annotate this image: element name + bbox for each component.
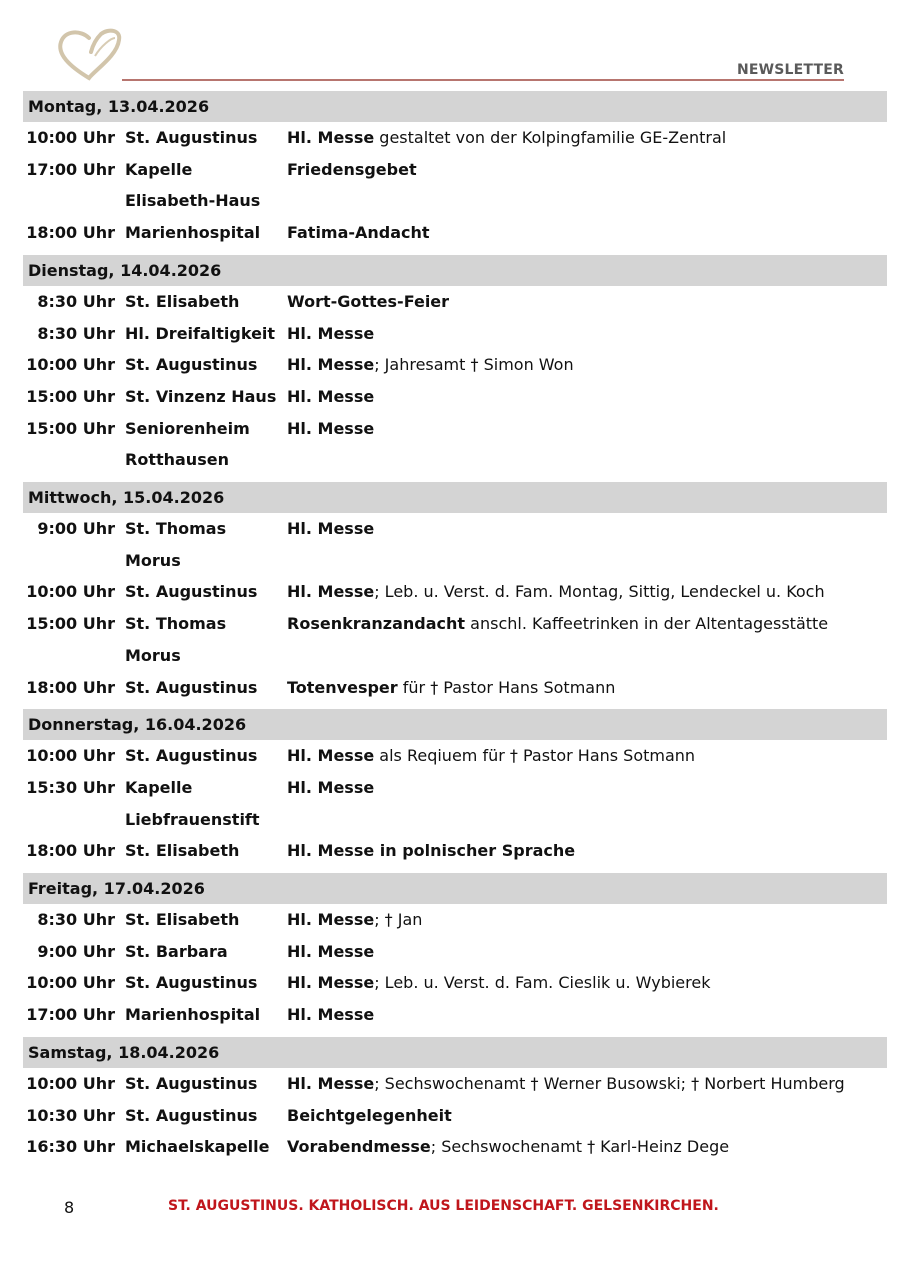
event-row (23, 318, 887, 350)
event-note: ; Sechswochenamt † Karl-Heinz Dege (430, 1137, 730, 1157)
event-time: 10:00 Uhr (26, 746, 115, 766)
event-description (277, 286, 887, 318)
event-title: Hl. Messe (287, 1073, 375, 1093)
event-row (23, 904, 887, 936)
event-description (277, 1068, 887, 1100)
event-time: 10:00 Uhr (26, 128, 115, 147)
event-note: anschl. Kaffeetrinken in der Altentagesstätte (465, 614, 829, 634)
event-note: ; Leb. u. Verst. d. Fam. Cieslik u. Wybierek (374, 973, 711, 993)
event-row (23, 936, 887, 968)
event-row (23, 772, 887, 835)
event-description (277, 576, 887, 608)
event-description (277, 318, 887, 350)
event-description (277, 967, 887, 999)
event-location: St. Vinzenz Haus (125, 386, 277, 406)
event-title: Hl. Messe (287, 1005, 375, 1025)
event-title: Beichtgelegenheit (287, 1105, 452, 1125)
event-title: Hl. Messe (287, 746, 375, 766)
event-description (277, 936, 887, 968)
event-row (23, 672, 887, 704)
event-location: St. Elisabeth (125, 841, 240, 861)
day-section (23, 255, 887, 476)
event-row (23, 349, 887, 381)
event-description (277, 1100, 887, 1132)
event-row (23, 513, 887, 576)
event-time: 10:00 Uhr (26, 1073, 115, 1093)
event-description (277, 608, 887, 671)
event-title: Friedensgebet (287, 159, 417, 179)
event-location: St. Augustinus (125, 677, 258, 697)
event-description (277, 999, 887, 1031)
event-row (23, 413, 887, 476)
event-note: ; Sechswochenamt † Werner Busowski; † Norbert Humberg (374, 1073, 845, 1093)
day-header: Mittwoch, 15.04.2026 (23, 482, 887, 513)
event-location: Marienhospital (125, 223, 261, 243)
schedule (23, 91, 887, 1169)
day-header: Dienstag, 14.04.2026 (23, 255, 887, 286)
event-time: 8:30 Uhr (37, 291, 115, 311)
event-time: 8:30 Uhr (37, 323, 115, 343)
day-header: Freitag, 17.04.2026 (23, 873, 887, 904)
newsletter-title: NEWSLETTER (736, 62, 844, 78)
day-header: Donnerstag, 16.04.2026 (23, 709, 887, 740)
event-row (23, 967, 887, 999)
event-row (23, 835, 887, 867)
event-location: St. Thomas Morus (125, 519, 227, 570)
event-description (277, 835, 887, 867)
event-time: 17:00 Uhr (26, 159, 115, 179)
event-location: St. Barbara (125, 941, 228, 961)
day-section (23, 709, 887, 867)
event-title: Hl. Messe (287, 418, 375, 438)
event-title: Hl. Messe (287, 973, 375, 993)
event-time: 15:00 Uhr (26, 386, 115, 406)
event-location: Seniorenheim Rotthausen (125, 418, 250, 470)
event-description (277, 381, 887, 413)
page-number: 8 (64, 1198, 75, 1217)
event-title: Hl. Messe (287, 355, 375, 375)
event-location: St. Augustinus (125, 746, 258, 766)
event-time: 9:00 Uhr (37, 941, 115, 961)
event-description (277, 1131, 887, 1163)
event-description (277, 672, 887, 704)
day-section (23, 482, 887, 703)
event-time: 8:30 Uhr (37, 910, 115, 930)
event-location: Michaelskapelle (125, 1137, 270, 1157)
event-row (23, 217, 887, 249)
event-title: Vorabendmesse (287, 1137, 431, 1157)
event-title: Hl. Messe (287, 777, 375, 797)
header-divider (122, 79, 844, 81)
event-location: St. Augustinus (125, 128, 258, 147)
event-title: Hl. Messe (287, 519, 375, 539)
event-description (277, 349, 887, 381)
event-title: Rosenkranzandacht (287, 614, 466, 634)
event-row (23, 740, 887, 772)
event-location: St. Augustinus (125, 582, 258, 602)
day-section (23, 1037, 887, 1163)
day-header: Samstag, 18.04.2026 (23, 1037, 887, 1068)
event-time: 10:30 Uhr (26, 1105, 115, 1125)
event-location: St. Elisabeth (125, 291, 240, 311)
day-section (23, 91, 887, 249)
event-time: 15:00 Uhr (26, 614, 115, 634)
event-time: 9:00 Uhr (37, 519, 115, 539)
event-description (277, 413, 887, 476)
event-title: Hl. Messe (287, 323, 375, 343)
event-row (23, 122, 887, 154)
event-note: als Reqiuem für † Pastor Hans Sotmann (374, 746, 696, 766)
event-location: St. Elisabeth (125, 910, 240, 930)
event-time: 18:00 Uhr (26, 223, 115, 243)
event-title: Hl. Messe (287, 128, 375, 147)
event-time: 10:00 Uhr (26, 582, 115, 602)
event-time: 18:00 Uhr (26, 841, 115, 861)
event-time: 17:00 Uhr (26, 1005, 115, 1025)
event-note: gestaltet von der Kolpingfamilie GE-Zentral (374, 128, 727, 147)
footer-slogan: ST. AUGUSTINUS. KATHOLISCH. AUS LEIDENSCHAFT. GELSENKIRCHEN. (168, 1198, 719, 1214)
event-description (277, 904, 887, 936)
event-title: Hl. Messe (287, 582, 375, 602)
event-time: 10:00 Uhr (26, 355, 115, 375)
event-row (23, 576, 887, 608)
event-location: Marienhospital (125, 1005, 261, 1025)
event-row (23, 154, 887, 217)
event-note: für † Pastor Hans Sotmann (397, 677, 616, 697)
event-title: Totenvesper (287, 677, 398, 697)
event-time: 16:30 Uhr (26, 1137, 115, 1157)
event-title: Hl. Messe (287, 910, 375, 930)
event-note: ; Leb. u. Verst. d. Fam. Montag, Sittig, Lendeckel u. Koch (374, 582, 825, 602)
heart-logo-icon (55, 26, 127, 84)
event-location: Hl. Dreifaltigkeit (125, 323, 276, 343)
day-header: Montag, 13.04.2026 (23, 91, 887, 122)
event-description (277, 122, 887, 154)
event-row (23, 608, 887, 671)
event-description (277, 740, 887, 772)
event-location: St. Augustinus (125, 1105, 258, 1125)
event-description (277, 772, 887, 835)
event-row (23, 1100, 887, 1132)
event-time: 10:00 Uhr (26, 973, 115, 993)
event-row (23, 381, 887, 413)
event-title: Fatima-Andacht (287, 223, 430, 243)
event-location: St. Augustinus (125, 355, 258, 375)
event-location: St. Augustinus (125, 973, 258, 993)
event-title: Hl. Messe (287, 941, 375, 961)
event-location: Kapelle Elisabeth-Haus (125, 159, 261, 211)
event-time: 15:30 Uhr (26, 777, 115, 797)
event-row (23, 286, 887, 318)
event-title: Wort-Gottes-Feier (287, 291, 450, 311)
event-description (277, 154, 887, 217)
event-title: Hl. Messe (287, 386, 375, 406)
event-row (23, 1068, 887, 1100)
day-section (23, 873, 887, 1031)
event-note: ; † Jan (374, 910, 423, 930)
event-row (23, 1131, 887, 1163)
event-time: 15:00 Uhr (26, 418, 115, 438)
event-description (277, 513, 887, 576)
event-description (277, 217, 887, 249)
event-location: Kapelle Liebfrauenstift (125, 777, 260, 829)
event-location: St. Augustinus (125, 1073, 258, 1093)
event-location: St. Thomas Morus (125, 614, 227, 665)
event-title: Hl. Messe in polnischer Sprache (287, 841, 576, 861)
event-row (23, 999, 887, 1031)
event-note: ; Jahresamt † Simon Won (374, 355, 574, 375)
event-time: 18:00 Uhr (26, 677, 115, 697)
